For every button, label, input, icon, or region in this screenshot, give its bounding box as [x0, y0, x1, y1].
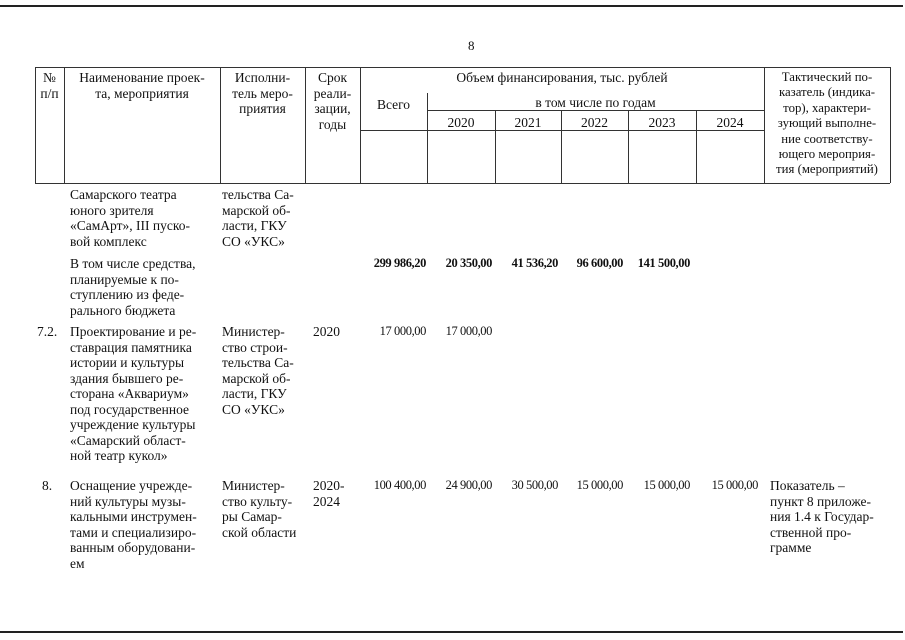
row-2020: 24 900,00 [445, 478, 492, 492]
row-name: Проектирование и ре- ставрация памятника истории и культуры здания бывшего ре- сторана «Аквариум» под государственное учреждение культуры «Самарский област- ной театр кукол» [70, 324, 197, 463]
header-executor: Исполни- тель меро- приятия [232, 70, 293, 116]
row-no: 8. [42, 478, 53, 493]
header-year-2022: 2022 [581, 115, 608, 130]
header-total: Всего [376, 97, 411, 112]
header-name: Наименование проек- та, мероприятия [79, 70, 205, 101]
top-rule [0, 5, 903, 7]
row-name: Самарского театра юного зрителя «СамАрт», III пуско- вой комплекс [70, 187, 190, 249]
header-no: № п/п [40, 70, 59, 101]
header-year-2024: 2024 [716, 115, 744, 130]
row-total: 100 400,00 [373, 478, 426, 492]
header-term: Срок реали- зации, годы [313, 70, 352, 132]
row-executor: Министер- ство культу- ры Самар- ской области [222, 478, 297, 540]
row-2023: 141 500,00 [637, 256, 690, 270]
row-no: 7.2. [37, 324, 58, 339]
header-year-2023: 2023 [648, 115, 676, 130]
row-term: 2020 [313, 324, 340, 339]
row-2024: 15 000,00 [711, 478, 758, 492]
header-by-years: в том числе по годам [535, 95, 656, 110]
row-2023: 15 000,00 [643, 478, 690, 492]
row-2022: 15 000,00 [576, 478, 623, 492]
row-total: 299 986,20 [373, 256, 426, 270]
row-indicator: Показатель – пункт 8 приложе- ния 1.4 к Государ- ственной про- грамме [770, 478, 874, 555]
row-2021: 41 536,20 [511, 256, 558, 270]
row-2022: 96 600,00 [576, 256, 623, 270]
row-2021: 30 500,00 [511, 478, 558, 492]
header-funding: Объем финансирования, тыс. рублей [456, 70, 668, 85]
header-year-2020: 2020 [447, 115, 475, 130]
row-2020: 17 000,00 [445, 324, 492, 338]
row-name: Оснащение учрежде- ний культуры музы- кальными инструмен- тами и специализиро- ванным оборудовани- ем [70, 478, 197, 571]
row-executor: Министер- ство строи- тельства Са- марской об- ласти, ГКУ СО «УКС» [222, 324, 294, 417]
header-indicator: Тактический по- казатель (индика- тор), характери- зующий выполне- ние соответству- ющего мероприя- тия (мероприятий) [776, 70, 878, 177]
page-number: 8 [468, 38, 475, 53]
header-year-2021: 2021 [514, 115, 542, 130]
row-total: 17 000,00 [379, 324, 426, 338]
row-name: В том числе средства, планируемые к по- ступлению из феде- рального бюджета [70, 256, 196, 318]
row-2020: 20 350,00 [445, 256, 492, 270]
bottom-rule [0, 631, 903, 633]
row-executor: тельства Са- марской об- ласти, ГКУ СО «УКС» [222, 187, 294, 249]
row-term: 2020- 2024 [313, 478, 345, 509]
